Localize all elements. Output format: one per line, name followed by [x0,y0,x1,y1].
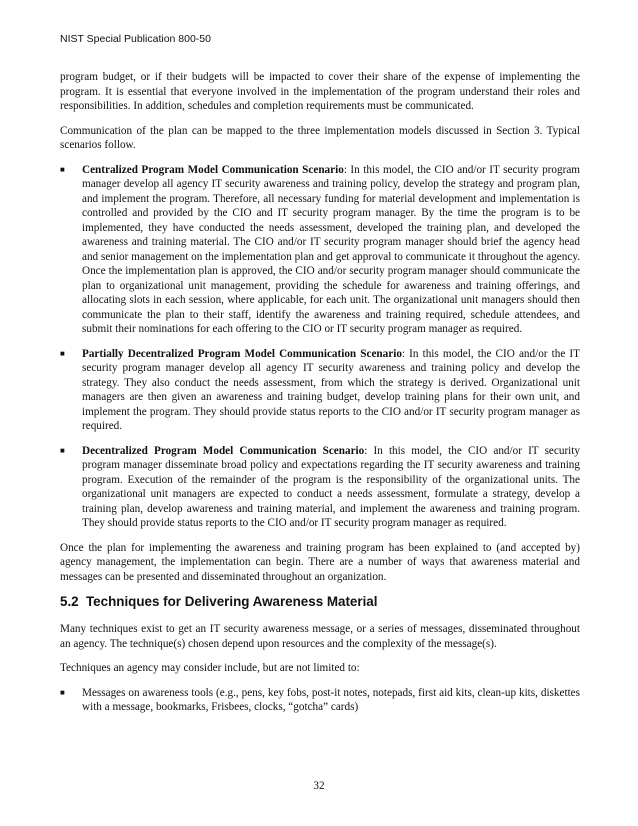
bullet-partially-decentralized [60,347,580,434]
paragraph-communication-intro: Communication of the plan can be mapped to the three implementation models discussed in Section 3. Typical scenarios follow. [60,124,580,151]
bullet-centralized [60,163,580,337]
bullet-body: : In this model, the CIO and/or IT security program manager disseminate broad policy and expectations regarding the IT security awareness and training program. Execution of the remainder of the program is the responsibility of the organizational units. The organizational unit managers are expected to conduct a needs assessment, formulate a strategy, develop a training plan, develop awareness and training material, and implement the awareness and training program. They should provide status reports to the CIO and/or IT security program manager as required. [82,444,580,529]
section-title: Techniques for Delivering Awareness Material [86,594,378,609]
bullet-body: Messages on awareness tools (e.g., pens, key fobs, post-it notes, notepads, first aid kits, clean-up kits, diskettes with a message, bookmarks, Frisbees, clocks, “gotcha” cards) [82,686,580,713]
paragraph-techniques-list-intro: Techniques an agency may consider include, but are not limited to: [60,662,360,674]
bullet-body: : In this model, the CIO and/or IT security program manager develop all agency IT security awareness and training policy, develop the strategy and program plan, and implement the program. Therefore, all necessary funding for material development and implementation is controlled and provided by the CIO and IT security program manager. By the time the program is to be implemented, they have conducted the needs assessment, developed the training plan, and developed the awareness and training material. The CIO and/or IT security program manager should brief the agency head and senior management on the implementation plan and get approval to communicate it throughout the agency. Once the implementation plan is approved, the CIO and/or security program manager should communicate the plan to organizational unit management, providing the schedule for awareness and training offerings, and allocating slots in each session, where applicable, for each unit. The organizational unit managers should then communicate the plan to their staff, identify the awareness and training required, schedule attendees, and submit their nominations for each offering to the CIO or IT security program manager as required. [82,163,580,335]
bullet-square-icon: ■ [60,348,65,358]
bullet-title: Partially Decentralized Program Model Communication Scenario [82,347,402,360]
bullet-square-icon: ■ [60,164,65,174]
bullet-title: Centralized Program Model Communication Scenario [82,163,344,176]
bullet-text [82,163,580,337]
bullet-square-icon: ■ [60,445,65,455]
bullet-text [82,347,580,434]
running-header: NIST Special Publication 800-50 [60,33,211,45]
section-heading [60,594,580,610]
bullet-text [82,444,580,531]
page-number: 32 [313,780,325,792]
bullet-awareness-tools [60,686,580,715]
paragraph-continued: program budget, or if their budgets will be impacted to cover their share of the expense of implementing the program. It is essential that everyone involved in the implementation of the program understand their roles and responsibilities. In addition, schedules and completion requirements must be communicated. [60,71,580,112]
bullet-body: : In this model, the CIO and/or the IT security program manager develop all agency IT security awareness and training policy and develop the strategy. They also conduct the needs assessment, from which the strategy is derived. Organizational unit managers are then given an awareness and training budget, develop training plans for their own unit, and implement the program. They should provide status reports to the CIO and/or IT security program manager as required. [82,347,580,432]
section-number: 5.2 [60,594,79,609]
bullet-title: Decentralized Program Model Communication Scenario [82,444,365,457]
bullet-decentralized [60,444,580,531]
paragraph-techniques: Many techniques exist to get an IT security awareness message, or a series of messages, disseminated throughout an agency. The technique(s) chosen depend upon resources and the complexity of the message(s). [60,623,580,650]
bullet-square-icon: ■ [60,687,65,697]
paragraph-implementation: Once the plan for implementing the awareness and training program has been explained to (and accepted by) agency management, the implementation can begin. There are a number of ways that awareness material and messages can be presented and disseminated throughout an organization. [60,541,580,583]
page-body [60,70,580,725]
